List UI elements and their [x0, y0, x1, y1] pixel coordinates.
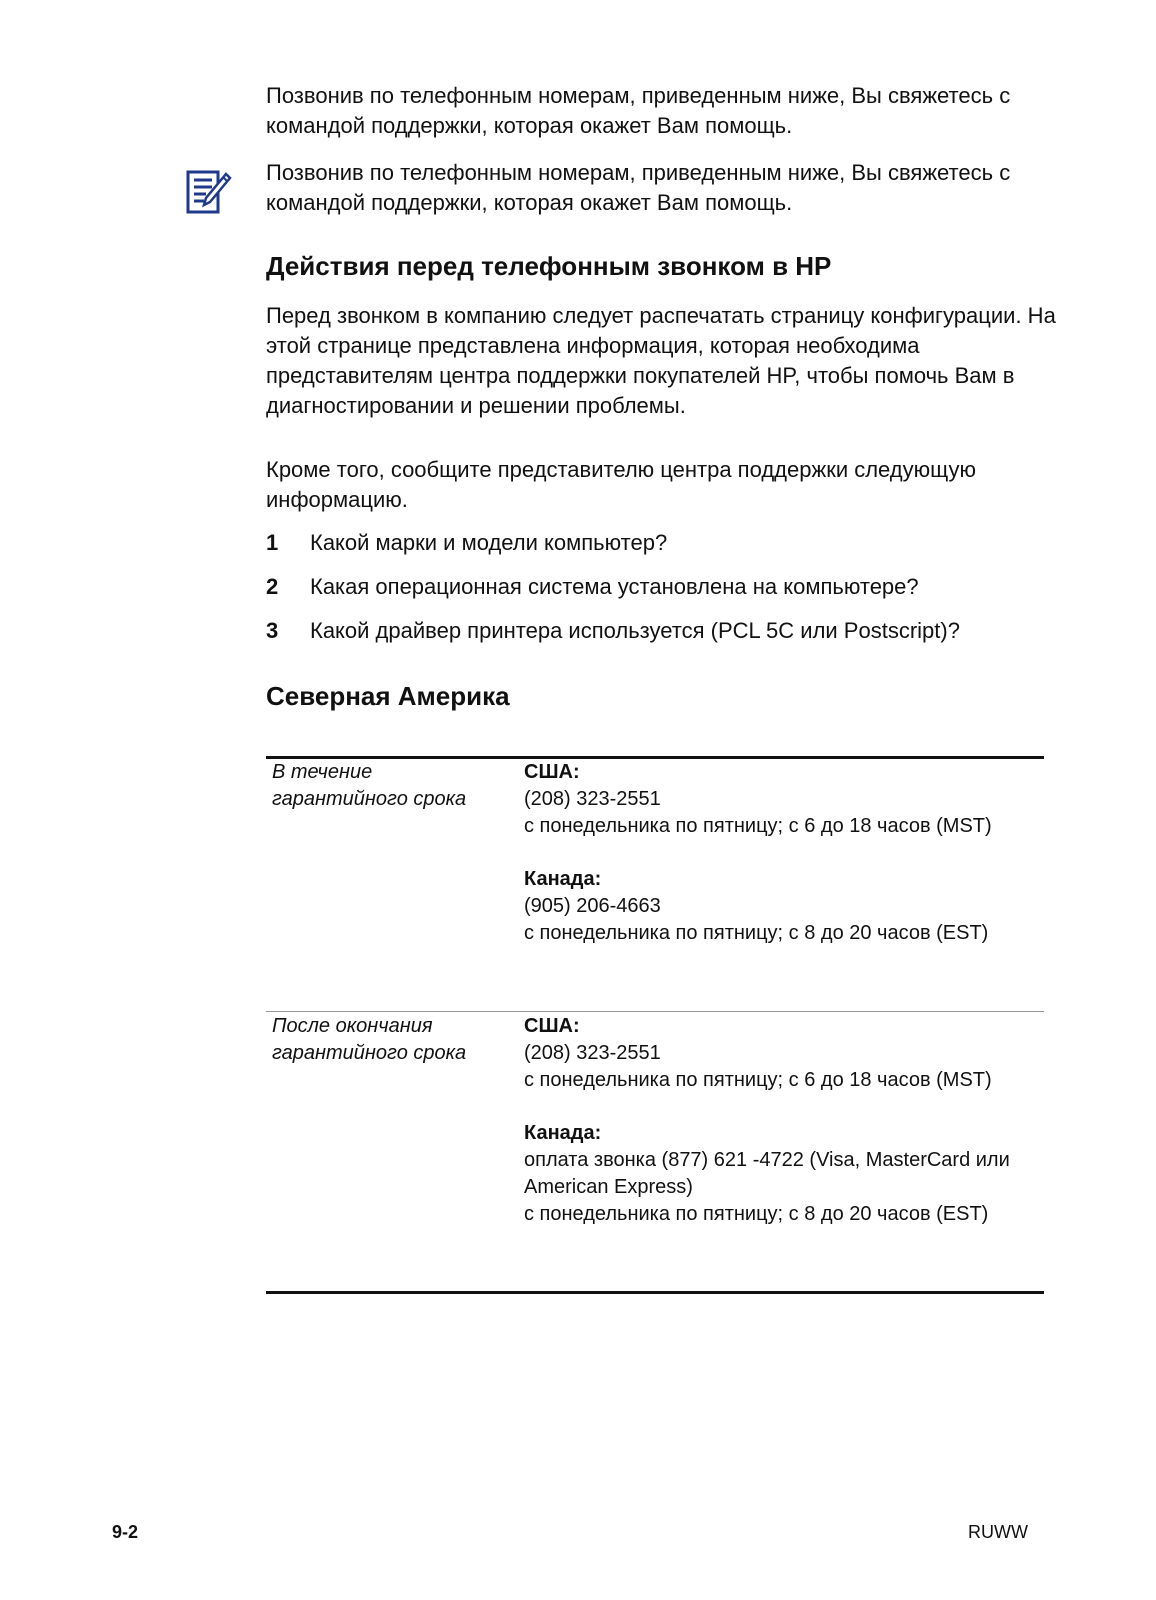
section-heading-north-america: Северная Америка — [266, 681, 510, 711]
locale-code: RUWW — [968, 1522, 1028, 1542]
phone-number: оплата звонка (877) 621 -4722 (Visa, MasterCard или American Express) — [524, 1149, 1010, 1198]
page-number: 9-2 — [112, 1522, 139, 1542]
country-label: США: — [524, 761, 580, 783]
country-label: Канада: — [524, 868, 602, 890]
warranty-period-cell: После окончания гарантийного срока — [272, 1015, 467, 1064]
section-heading-before-call: Действия перед телефонным звонком в HP — [266, 251, 832, 281]
section1-paragraph-1: Перед звонком в компанию следует распечатать страницу конфигурации. На этой странице представлена информация, которая необходима представителям центра поддержки покупателей HP, чтобы помочь Вам в диагностировании и решении проблемы. — [266, 303, 1056, 418]
list-item-text: Какой марки и модели компьютер? — [310, 530, 668, 555]
support-hours: с понедельника по пятницу; с 6 до 18 часов (MST) — [524, 1069, 992, 1091]
phone-number: (905) 206-4663 — [524, 895, 661, 917]
warranty-period-cell: В течение гарантийного срока — [272, 761, 467, 810]
table-bottom-rule — [266, 1291, 1044, 1294]
list-item-number: 1 — [266, 530, 279, 555]
country-label: США: — [524, 1015, 580, 1037]
list-item-text: Какой драйвер принтера используется (PCL 5C или Postscript)? — [310, 618, 960, 643]
list-item-text: Какая операционная система установлена на компьютере? — [310, 574, 919, 599]
section1-paragraph-2: Кроме того, сообщите представителю центра поддержки следующую информацию. — [266, 457, 976, 512]
list-item-number: 3 — [266, 618, 279, 643]
intro-paragraph: Позвонив по телефонным номерам, приведенным ниже, Вы свяжетесь с командой поддержки, которая окажет Вам помощь. — [266, 83, 1011, 138]
contact-cell — [524, 1013, 1044, 1228]
note-text: Позвонив по телефонным номерам, приведенным ниже, Вы свяжетесь с командой поддержки, которая окажет Вам помощь. — [266, 160, 1011, 215]
support-hours: с понедельника по пятницу; с 6 до 18 часов (MST) — [524, 815, 992, 837]
support-hours: с понедельника по пятницу; с 8 до 20 часов (EST) — [524, 922, 989, 944]
phone-number: (208) 323-2551 — [524, 1042, 661, 1064]
phone-number: (208) 323-2551 — [524, 788, 661, 810]
country-label: Канада: — [524, 1122, 602, 1144]
support-hours: с понедельника по пятницу; с 8 до 20 часов (EST) — [524, 1203, 989, 1225]
table-row-divider — [266, 1011, 1044, 1012]
note-pencil-icon — [186, 168, 232, 216]
contact-cell — [524, 759, 1044, 947]
list-item-number: 2 — [266, 574, 279, 599]
